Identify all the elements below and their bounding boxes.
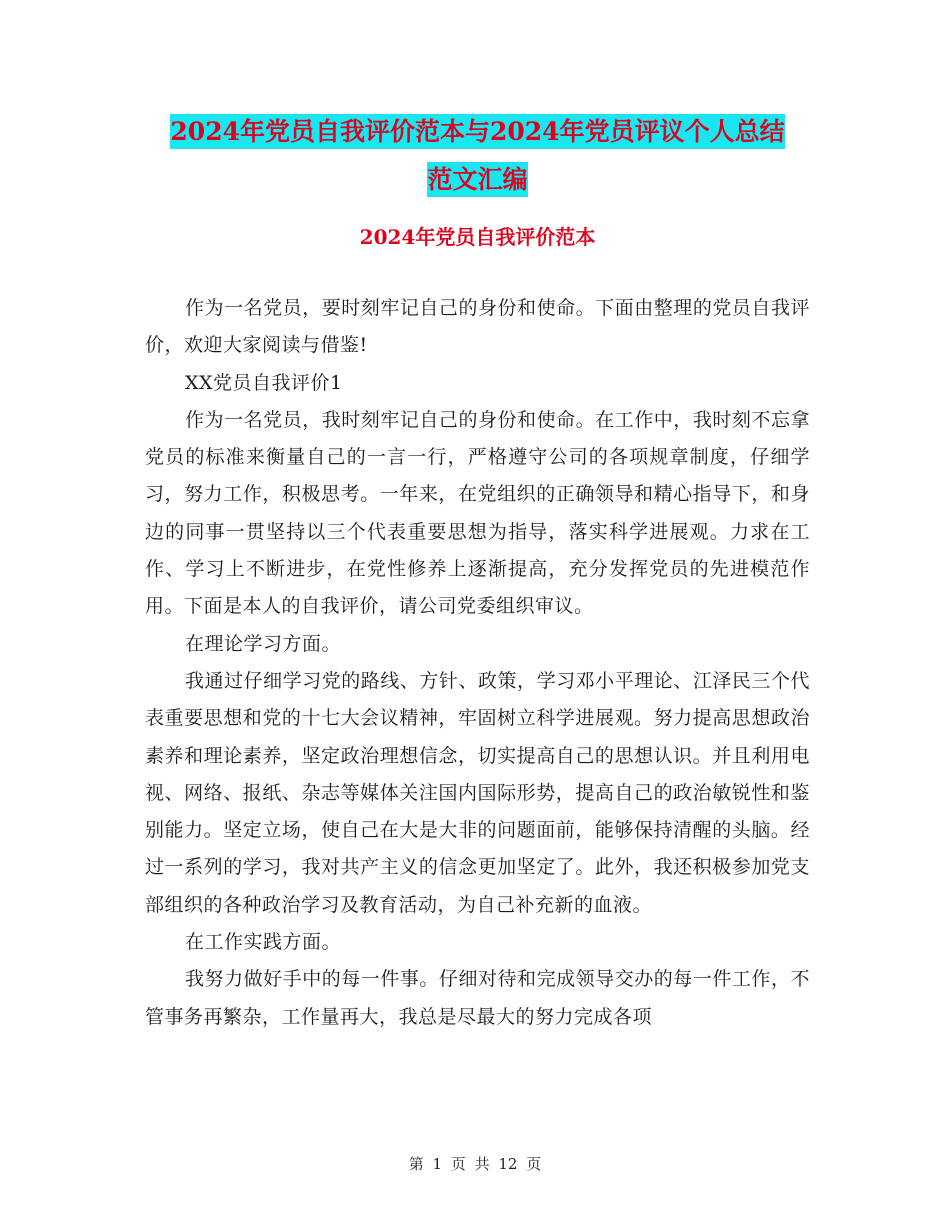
paragraph: 在工作实践方面。 [185,931,342,954]
page-footer: 第 1 页 共 12 页 [408,1155,542,1173]
paragraph: 我努力做好手中的每一件事。仔细对待和完成领导交办的每一件工作，不管事务再繁杂，工作量再大，我总是尽最大的努力完成各项 [145,968,810,1028]
section-title: 2024年党员自我评价范本 [359,225,596,249]
paragraph: 作为一名党员，我时刻牢记自己的身份和使命。在工作中，我时刻不忘拿党员的标准来衡量自己的一言一行，严格遵守公司的各项规章制度，仔细学习，努力工作，积极思考。一年来，在党组织的正确领导和精心指导下，和身边的同事一贯坚持以三个代表重要思想为指导，落实科学进展观。力求在工作、学习上不断进步，在党性修养上逐渐提高，充分发挥党员的先进模范作用。下面是本人的自我评价，请公司党委组织审议。 [145,408,810,618]
paragraph: 作为一名党员，要时刻牢记自己的身份和使命。下面由整理的党员自我评价，欢迎大家阅读与借鉴! [145,297,810,357]
paragraph: XX党员自我评价1 [185,371,343,394]
title-line-2: 范文汇编 [427,162,527,197]
document-body [145,290,810,1036]
paragraph: 我通过仔细学习党的路线、方针、政策，学习邓小平理论、江泽民三个代表重要思想和党的十七大会议精神，牢固树立科学进展观。努力提高思想政治素养和理论素养，坚定政治理想信念，切实提高自己的思想认识。并且利用电视、网络、报纸、杂志等媒体关注国内国际形势，提高自己的政治敏锐性和鉴别能力。坚定立场，使自己在大是大非的问题面前，能够保持清醒的头脑。经过一系列的学习，我对共产主义的信念更加坚定了。此外，我还积极参加党支部组织的各种政治学习及教育活动，为自己补充新的血液。 [145,669,810,916]
paragraph: 在理论学习方面。 [185,632,342,655]
document-title [145,108,810,204]
title-line-1: 2024年党员自我评价范本与2024年党员评议个人总结 [170,114,784,149]
